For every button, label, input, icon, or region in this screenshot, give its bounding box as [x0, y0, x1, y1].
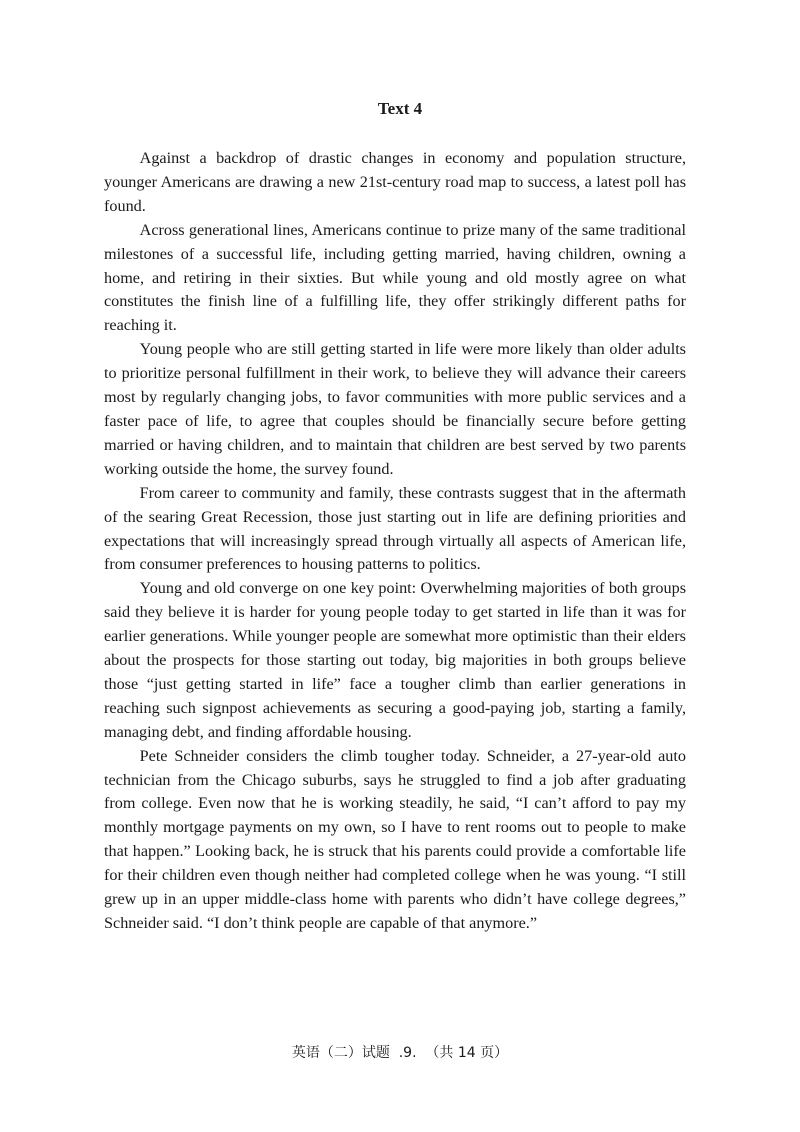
- paragraph-6: Pete Schneider considers the climb tougher today. Schneider, a 27-year-old auto technician from the Chicago suburbs, says he struggled to find a job after graduating from college. Even now that he is working steadily, he said, “I can’t afford to pay my monthly mortgage payments on my own, so I have to rent rooms out to people to make that happen.” Looking back, he is struck that his parents could provide a comfortable life for their children even though neither had completed college when he was young. “I still grew up in an upper middle-class home with parents who didn’t have college degrees,” Schneider said. “I don’t think people are capable of that anymore.”: [104, 746, 686, 932]
- passage-title: Text 4: [377, 99, 423, 118]
- paragraph-5: Young and old converge on one key point: Overwhelming majorities of both groups said they believe it is harder for young people today to get started in life than it was for earlier generations. While younger people are somewhat more optimistic than their elders about the prospects for those starting out today, big majorities in both groups believe those “just getting started in life” face a tougher climb than earlier generations in reaching such signpost achievements as securing a good-paying job, starting a family, managing debt, and finding affordable housing.: [104, 579, 686, 741]
- paragraph-3: Young people who are still getting started in life were more likely than older adults to prioritize personal fulfillment in their work, to believe they will advance their careers most by regularly changing jobs, to favor communities with more public services and a faster pace of life, to agree that couples should be financially secure before getting married or having children, and to maintain that children are best served by two parents working outside the home, the survey found.: [104, 340, 686, 478]
- paragraph-4: From career to community and family, these contrasts suggest that in the aftermath of the searing Great Recession, those just starting out in life are defining priorities and expectations that will increasingly spread through virtually all aspects of American life, from consumer preferences to housing patterns to politics.: [104, 483, 686, 574]
- passage-body: [104, 147, 686, 936]
- paragraph-1: Against a backdrop of drastic changes in economy and population structure, younger Americans are drawing a new 21st-century road map to success, a latest poll has found.: [104, 149, 686, 215]
- paragraph-2: Across generational lines, Americans continue to prize many of the same traditional milestones of a successful life, including getting married, having children, owning a home, and retiring in their sixties. But while young and old mostly agree on what constitutes the finish line of a fulfilling life, they offer strikingly different paths for reaching it.: [104, 220, 686, 335]
- page-footer: 英语（二）试题 .9. （共 14 页）: [291, 1045, 509, 1061]
